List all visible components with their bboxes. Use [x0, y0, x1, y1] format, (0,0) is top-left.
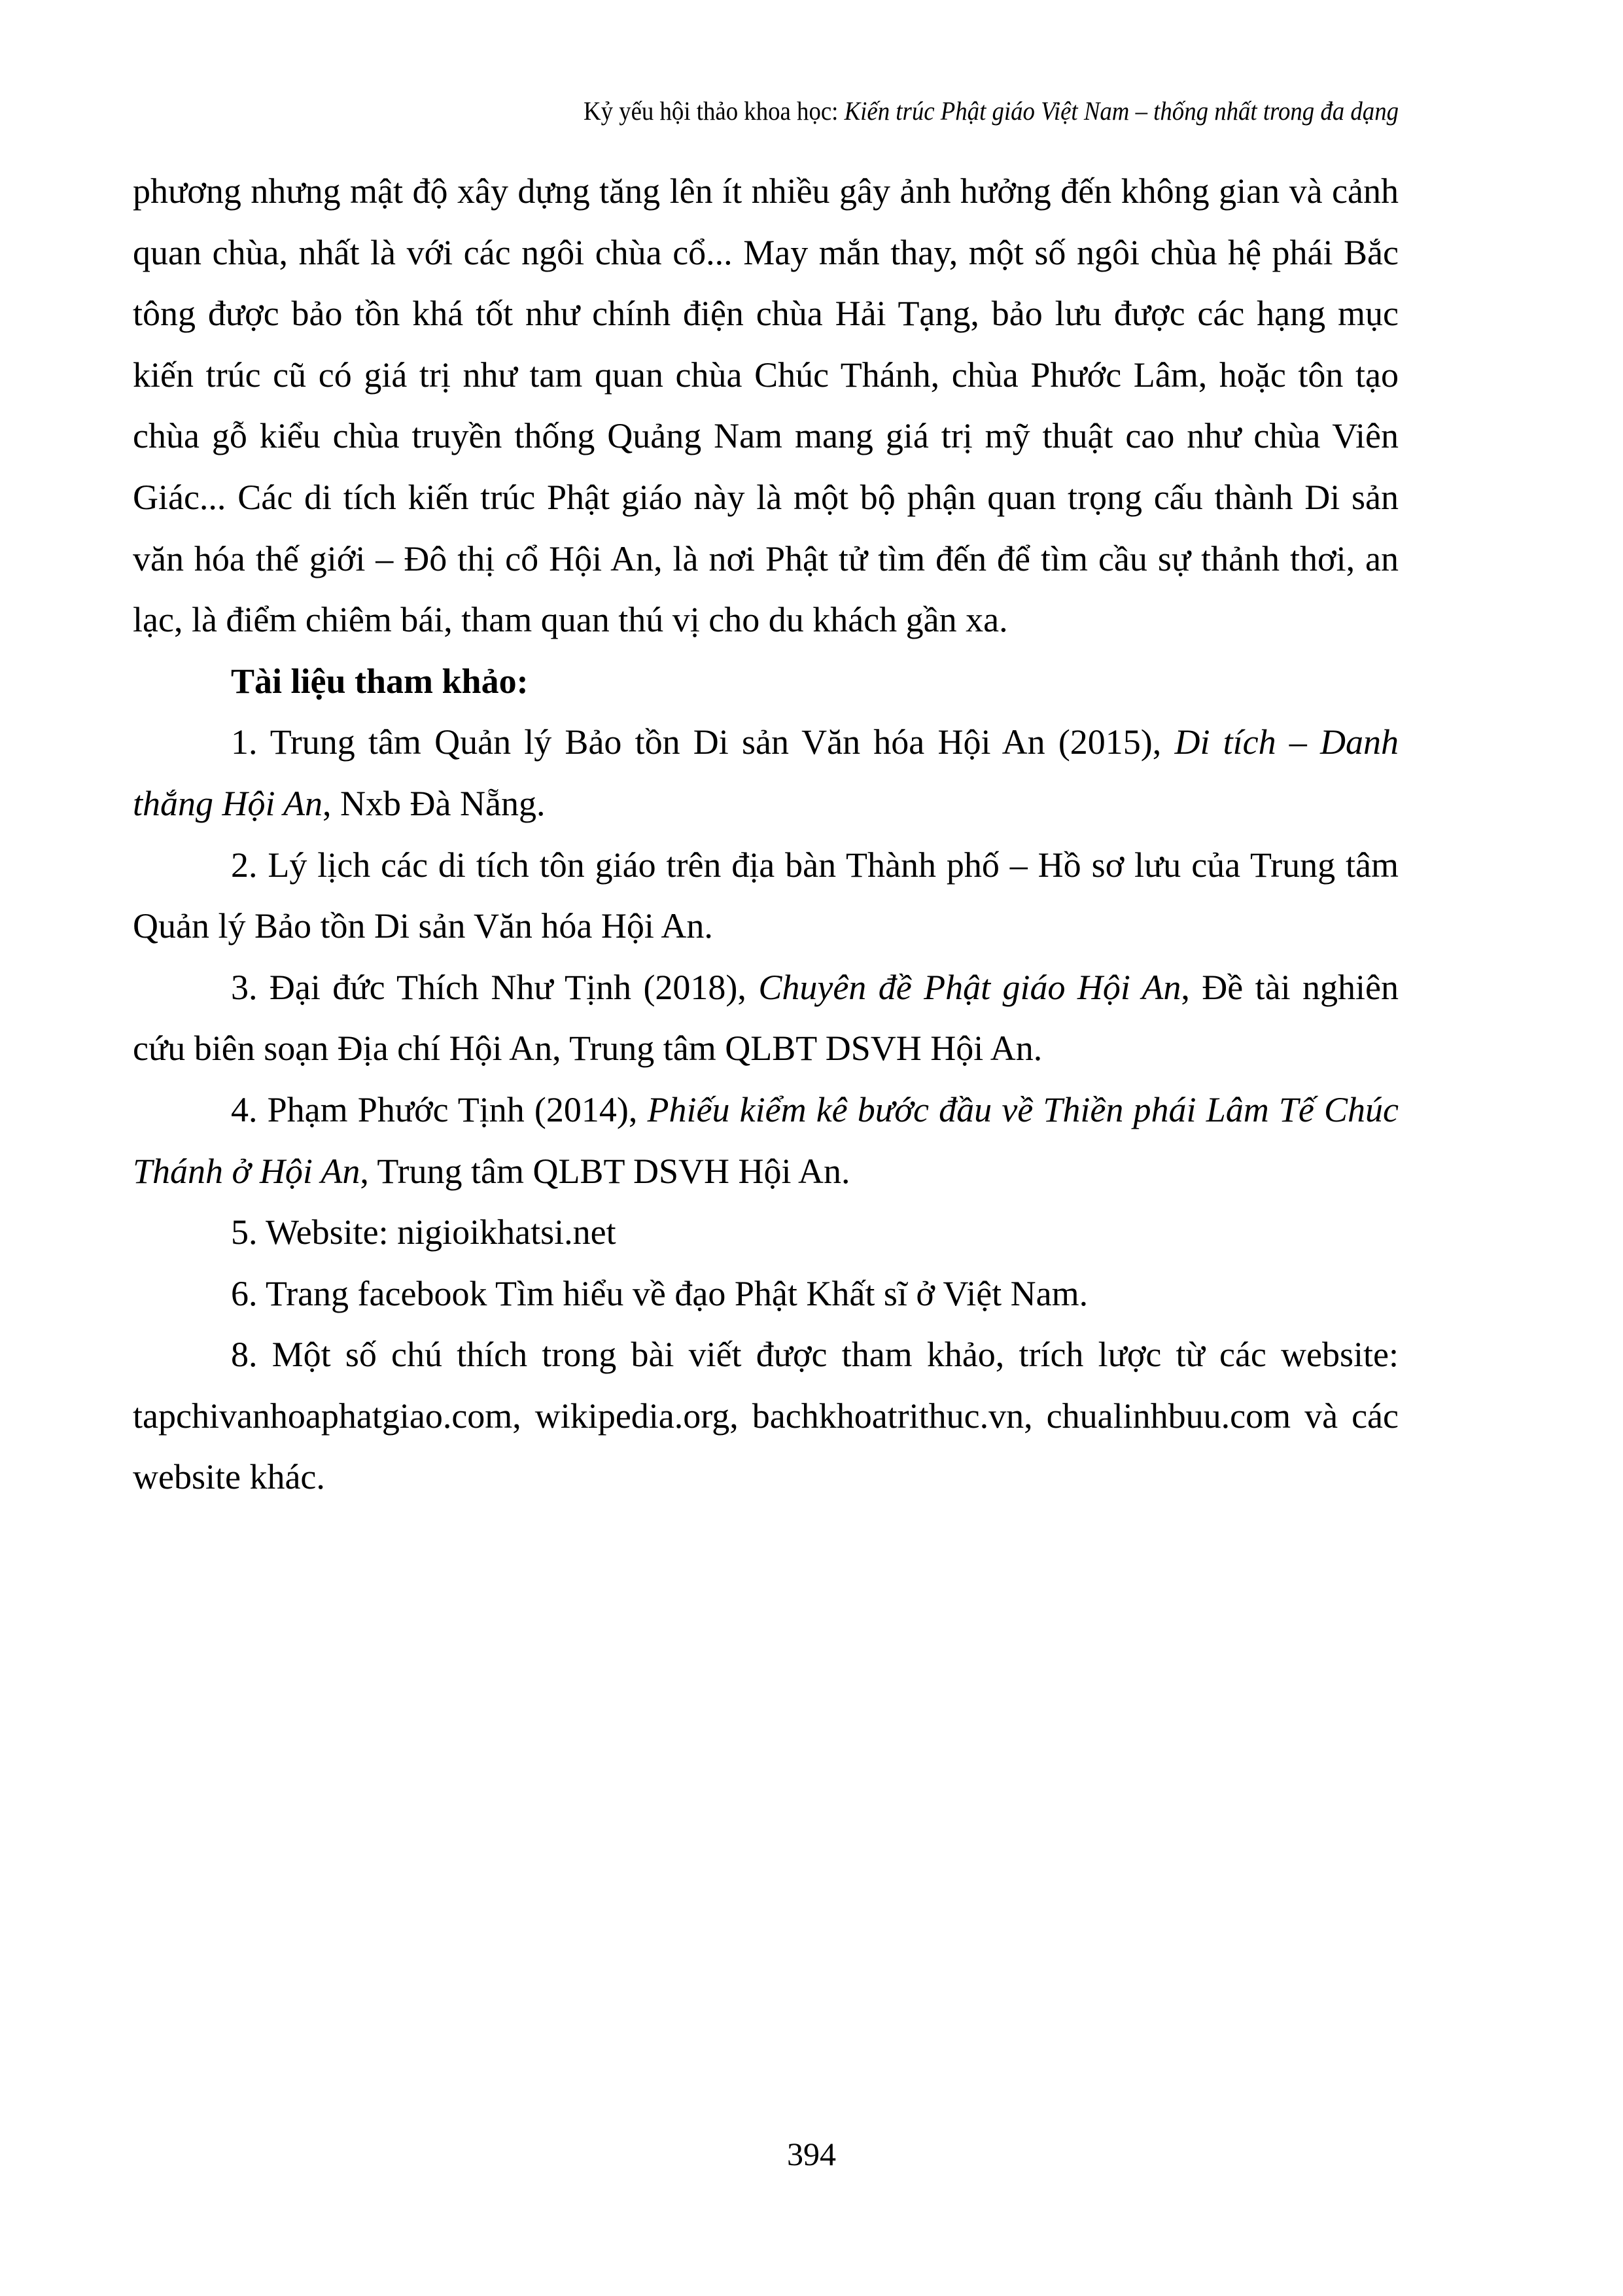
- header-title: Kiến trúc Phật giáo Việt Nam – thống nhất trong đa dạng: [844, 96, 1399, 126]
- reference-item-1: [133, 712, 1399, 834]
- reference-title: Di tích – Danh thắng Hội An: [133, 722, 1399, 823]
- running-header: [112, 92, 1399, 131]
- page-number: 394: [787, 2136, 836, 2172]
- reference-item-8: [133, 1324, 1399, 1508]
- references-heading: Tài liệu tham khảo:: [231, 661, 529, 701]
- reference-text: 3. Đại đức Thích Như Tịnh (2018),: [231, 967, 759, 1007]
- header-prefix: Kỷ yếu hội thảo khoa học:: [584, 96, 845, 126]
- reference-text: 2. Lý lịch các di tích tôn giáo trên địa bàn Thành phố – Hồ sơ lưu của Trung tâm Quản lý Bảo tồn Di sản Văn hóa Hội An.: [133, 845, 1399, 946]
- reference-text: , Đề tài nghiên cứu biên soạn Địa chí Hội An, Trung tâm QLBT DSVH Hội An.: [133, 967, 1399, 1069]
- reference-item-4: [133, 1080, 1399, 1202]
- reference-text: 6. Trang facebook Tìm hiểu về đạo Phật Khất sĩ ở Việt Nam.: [231, 1273, 1089, 1313]
- reference-item-3: [133, 957, 1399, 1080]
- page-body: [133, 161, 1399, 1508]
- reference-title: Chuyên đề Phật giáo Hội An: [758, 967, 1181, 1007]
- body-paragraph: phương nhưng mật độ xây dựng tăng lên ít nhiều gây ảnh hưởng đến không gian và cảnh quan chùa, nhất là với các ngôi chùa cổ... May mắn thay, một số ngôi chùa hệ phái Bắc tông được bảo tồn khá tốt như chính điện chùa Hải Tạng, bảo lưu được các hạng mục kiến trúc cũ có giá trị như tam quan chùa Chúc Thánh, chùa Phước Lâm, hoặc tôn tạo chùa gỗ kiểu chùa truyền thống Quảng Nam mang giá trị mỹ thuật cao như chùa Viên Giác... Các di tích kiến trúc Phật giáo này là một bộ phận quan trọng cấu thành Di sản văn hóa thế giới – Đô thị cổ Hội An, là nơi Phật tử tìm đến để tìm cầu sự thảnh thơi, an lạc, là điểm chiêm bái, tham quan thú vị cho du khách gần xa.: [133, 171, 1399, 640]
- reference-text: , Trung tâm QLBT DSVH Hội An.: [360, 1151, 850, 1191]
- reference-text: 4. Phạm Phước Tịnh (2014),: [231, 1089, 648, 1129]
- reference-text: 1. Trung tâm Quản lý Bảo tồn Di sản Văn hóa Hội An (2015),: [231, 722, 1175, 762]
- reference-item-5: [133, 1202, 1399, 1263]
- reference-title: Phiếu kiểm kê bước đầu về Thiền phái Lâm Tế Chúc Thánh ở Hội An: [133, 1089, 1399, 1191]
- reference-text: , Nxb Đà Nẵng.: [323, 783, 546, 823]
- reference-item-6: [133, 1263, 1399, 1325]
- reference-text: 8. Một số chú thích trong bài viết được tham khảo, trích lược từ các website: tapchivanhoaphatgiao.com, wikipedia.org, bachkhoatrithuc.vn, chualinhbuu.com và các website khác.: [133, 1335, 1399, 1497]
- reference-text: 5. Website: nigioikhatsi.net: [231, 1212, 616, 1252]
- reference-item-2: [133, 835, 1399, 957]
